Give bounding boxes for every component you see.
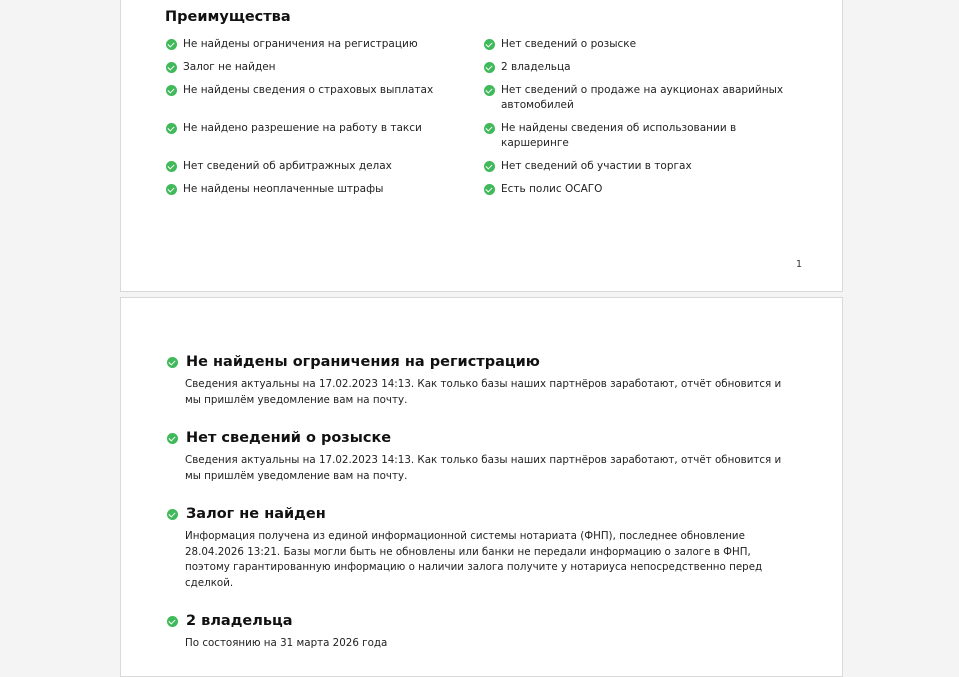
check-circle-icon [166, 161, 177, 172]
check-circle-icon [166, 184, 177, 195]
advantage-item [166, 83, 471, 98]
advantage-item [166, 60, 471, 75]
advantage-text: Не найдено разрешение на работу в такси [183, 122, 422, 134]
report-page-1 [120, 0, 843, 292]
advantage-item [484, 159, 789, 174]
advantage-text: Нет сведений о розыске [501, 38, 637, 50]
advantage-item [484, 83, 789, 113]
section-header [167, 612, 787, 630]
section-text: По состоянию на 31 марта 2026 года [185, 637, 388, 649]
section-title: Не найдены ограничения на регистрацию [186, 354, 540, 370]
section-text: Информация получена из единой информационной системы нотариата (ФНП), последнее обновление 28.04.2026 13:21. Базы могли быть не обновлены или банки не передали информацию о залоге в ФНП, поэтому гарантированную информацию о наличии залога получите у нотариуса непосредственно перед сделкой. [185, 530, 763, 589]
advantage-item [484, 60, 789, 75]
advantage-text: Залог не найден [183, 61, 276, 73]
check-circle-icon [484, 85, 495, 96]
section-header [167, 505, 787, 523]
check-circle-icon [484, 123, 495, 134]
section-header [167, 429, 787, 447]
check-circle-icon [167, 357, 178, 368]
check-circle-icon [484, 62, 495, 73]
check-circle-icon [166, 123, 177, 134]
check-circle-icon [166, 62, 177, 73]
advantage-item [166, 182, 471, 197]
section-registration-restrictions [167, 353, 787, 408]
check-circle-icon [484, 161, 495, 172]
section-pledge [167, 505, 787, 591]
advantage-text: Нет сведений о продаже на аукционах аварийных автомобилей [501, 84, 784, 111]
advantage-text: Не найдены неоплаченные штрафы [183, 183, 384, 195]
section-header [167, 353, 787, 371]
check-circle-icon [484, 184, 495, 195]
section-title: Нет сведений о розыске [186, 430, 392, 446]
check-circle-icon [166, 85, 177, 96]
advantage-text: Не найдены ограничения на регистрацию [183, 38, 418, 50]
page-number: 1 [795, 259, 802, 270]
advantage-item [484, 182, 789, 197]
section-title: Залог не найден [186, 506, 326, 522]
advantage-text: Не найдены сведения о страховых выплатах [183, 84, 434, 96]
advantage-item [484, 121, 789, 151]
advantage-text: Не найдены сведения об использовании в каршеринге [501, 122, 737, 149]
advantage-item [166, 159, 471, 174]
advantage-text: 2 владельца [501, 61, 571, 73]
section-text: Сведения актуальны на 17.02.2023 14:13. Как только базы наших партнёров заработают, отчёт обновится и мы пришлём уведомление вам на почту. [185, 378, 782, 406]
check-circle-icon [167, 509, 178, 520]
check-circle-icon [167, 433, 178, 444]
advantage-text: Нет сведений об участии в торгах [501, 160, 692, 172]
advantage-text: Есть полис ОСАГО [501, 183, 603, 195]
advantage-item [166, 37, 471, 52]
report-page-2 [120, 297, 843, 677]
advantages-title: Преимущества [165, 9, 291, 25]
section-text: Сведения актуальны на 17.02.2023 14:13. Как только базы наших партнёров заработают, отчёт обновится и мы пришлём уведомление вам на почту. [185, 454, 782, 482]
advantage-text: Нет сведений об арбитражных делах [183, 160, 392, 172]
check-circle-icon [484, 39, 495, 50]
section-title: 2 владельца [186, 613, 293, 629]
advantage-item [166, 121, 471, 136]
section-wanted [167, 429, 787, 484]
check-circle-icon [167, 616, 178, 627]
section-owners [167, 612, 787, 652]
check-circle-icon [166, 39, 177, 50]
advantage-item [484, 37, 789, 52]
